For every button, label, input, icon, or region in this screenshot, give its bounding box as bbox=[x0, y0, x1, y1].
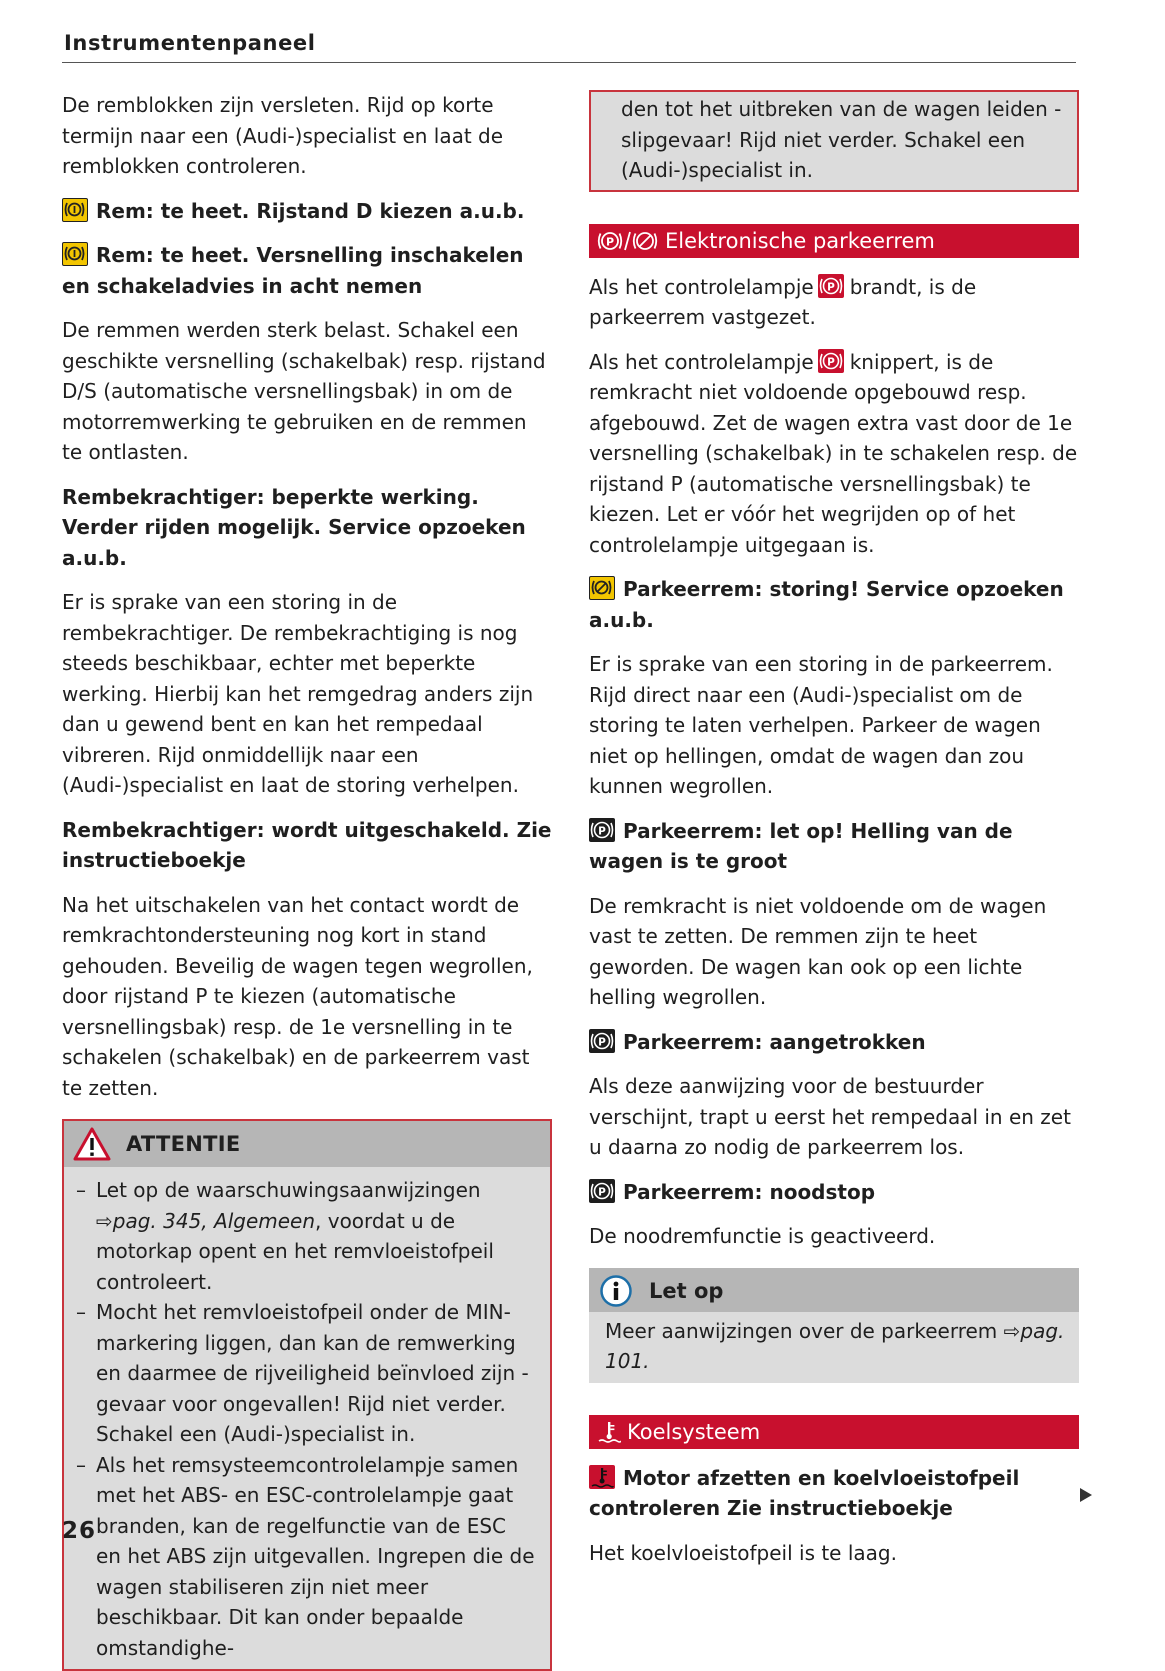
paragraph-parking-fault: Er is sprake van een storing in de parkeerrem. Rijd direct naar een (Audi-)specialist om de storing te laten verhelpen. Parkeer de wagen niet op hellingen, omdat de wagen dan zou kunnen wegrollen. bbox=[589, 652, 1053, 798]
paragraph-brakes-loaded: De remmen werden sterk belast. Schakel een geschikte versnelling (schakelbak) resp. rijstand D/S (automatische versnellingsbak) in om de motorremwerking te gebruiken en de remmen te ontlasten. bbox=[62, 318, 546, 464]
svg-text:P: P bbox=[826, 355, 835, 368]
parking-brake-section-icons bbox=[597, 229, 659, 263]
heading-booster-off: Rembekrachtiger: wordt uitgeschakeld. Zie instructieboekje bbox=[62, 817, 552, 872]
brake-hot-icon bbox=[62, 198, 88, 222]
note-box bbox=[589, 1268, 1079, 1383]
warning-triangle-icon bbox=[72, 1126, 112, 1166]
warning-box-continued bbox=[589, 90, 1079, 192]
svg-text:P: P bbox=[605, 235, 615, 248]
note-title: Let op bbox=[649, 1278, 724, 1303]
heading-text: Parkeerrem: noodstop bbox=[623, 1179, 876, 1204]
paragraph-coolant: Het koelvloeistofpeil is te laag. bbox=[589, 1540, 897, 1565]
paragraph-brake-pads: De remblokken zijn versleten. Rijd op korte termijn naar een (Audi-)specialist en laat de remblokken controleren. bbox=[62, 93, 504, 178]
page-number: 26 bbox=[62, 1518, 97, 1544]
heading-applied bbox=[589, 1027, 1079, 1058]
right-column bbox=[589, 90, 1079, 1582]
section-title: Koelsysteem bbox=[627, 1419, 761, 1444]
parking-brake-red-icon bbox=[818, 349, 844, 373]
warning-list bbox=[64, 1167, 550, 1669]
warning-item: – Let op de waarschuwingsaanwijzingen ⇨pag. 345, Algemeen, voordat u de motorkap opent en het remvloeistofpeil controleert. bbox=[76, 1175, 536, 1297]
heading-text: Parkeerrem: storing! Service opzoeken a.u.b. bbox=[589, 577, 1064, 632]
continue-arrow-icon bbox=[1078, 1486, 1094, 1508]
page-reference-link[interactable]: ⇨pag. 101. bbox=[605, 1318, 1065, 1373]
warning-item: – Mocht het remvloeistofpeil onder de MIN-markering liggen, dan kan de remwerking en daarmee de rijveiligheid beïnvloed zijn - gevaar voor ongevallen! Rijd niet verder. Schakel een (Audi-)specialist in. bbox=[76, 1297, 536, 1450]
warning-header bbox=[64, 1121, 550, 1167]
paragraph-emergency: De noodremfunctie is geactiveerd. bbox=[589, 1224, 936, 1248]
svg-text:P: P bbox=[598, 1035, 606, 1048]
paragraph-parking-blink: Als het controlelampje P knippert, is de remkracht niet voldoende opgebouwd resp. afgebouwd. Zet de wagen extra vast door de 1e versnelling (schakelbak) in te schakelen resp. de rijstand P (automatische versnellingsbak) te kiezen. Let er vóór het wegrijden op of het controlelampje uitgegaan is. bbox=[589, 349, 1078, 557]
heading-text: Rem: te heet. Versnelling inschakelen en schakeladvies in acht nemen bbox=[62, 243, 524, 298]
section-title: Elektronische parkeerrem bbox=[665, 228, 935, 253]
coolant-temperature-icon bbox=[597, 1420, 621, 1454]
warning-continued-text: den tot het uitbreken van de wagen leiden - slipgevaar! Rijd niet verder. Schakel een (Audi-)specialist in. bbox=[621, 97, 1062, 182]
parking-brake-icon bbox=[589, 818, 615, 842]
heading-brake-hot-gear bbox=[62, 240, 552, 301]
section-header-cooling bbox=[589, 1415, 1079, 1449]
brake-hot-icon bbox=[62, 242, 88, 266]
page-header bbox=[62, 28, 1076, 63]
heading-parking-fault bbox=[589, 574, 1079, 635]
info-circle-icon bbox=[599, 1274, 633, 1312]
parking-brake-icon bbox=[589, 1179, 615, 1203]
warning-box bbox=[62, 1119, 552, 1671]
parking-brake-icon bbox=[589, 1029, 615, 1053]
heading-text: Parkeerrem: aangetrokken bbox=[623, 1029, 926, 1054]
paragraph-booster-off: Na het uitschakelen van het contact wordt de remkrachtondersteuning nog kort in stand gehouden. Beveilig de wagen tegen wegrollen, door rijstand P te kiezen (automatische versnellingsbak) resp. de 1e versnelling in te schakelen (schakelbak) en de parkeerrem vast te zetten. bbox=[62, 892, 533, 1100]
page-reference-link[interactable]: ⇨pag. 345, Algemeen bbox=[96, 1208, 316, 1233]
header-title: Instrumentenpaneel bbox=[64, 31, 316, 55]
paragraph-applied: Als deze aanwijzing voor de bestuurder verschijnt, trapt u eerst het rempedaal in en zet u daarna zo nodig de parkeerrem los. bbox=[589, 1074, 1071, 1159]
heading-emergency bbox=[589, 1177, 1079, 1208]
heading-text: Parkeerrem: let op! Helling van de wagen is te groot bbox=[589, 818, 1013, 873]
parking-brake-fault-icon bbox=[589, 576, 615, 600]
heading-slope bbox=[589, 816, 1079, 877]
svg-text:P: P bbox=[598, 1185, 606, 1198]
section-header-parking-brake bbox=[589, 224, 1079, 258]
heading-coolant bbox=[589, 1463, 1079, 1524]
warning-title: ATTENTIE bbox=[126, 1132, 241, 1156]
coolant-temperature-icon bbox=[589, 1465, 615, 1489]
heading-text: Motor afzetten en koelvloeistofpeil controleren Zie instructieboekje bbox=[589, 1465, 1020, 1520]
parking-brake-red-icon bbox=[818, 274, 844, 298]
left-column bbox=[62, 90, 552, 1671]
paragraph-parking-lit: Als het controlelampje P brandt, is de parkeerrem vastgezet. bbox=[589, 274, 977, 329]
paragraph-booster-fault: Er is sprake van een storing in de rembekrachtiger. De rembekrachtiging is nog steeds beschikbaar, echter met beperkte werking. Hierbij kan het remgedrag anders zijn dan u gewend bent en kan het rempedaal vibreren. Rijd onmiddellijk naar een (Audi-)specialist en laat de storing verhelpen. bbox=[62, 590, 534, 797]
warning-item: – Als het remsysteemcontrolelampje samen met het ABS- en ESC-controlelampje gaat branden, kan de regelfunctie van de ESC en het ABS zijn uitgevallen. Ingrepen die de wagen stabiliseren zijn niet meer beschikbaar. Dit kan onder bepaalde omstandighe- bbox=[76, 1450, 536, 1664]
heading-text: Rem: te heet. Rijstand D kiezen a.u.b. bbox=[96, 198, 525, 223]
svg-text:P: P bbox=[598, 824, 606, 837]
note-header bbox=[589, 1268, 1079, 1312]
svg-text:P: P bbox=[826, 280, 835, 293]
paragraph-slope: De remkracht is niet voldoende om de wagen vast te zetten. De remmen zijn te heet geworden. De wagen kan ook op een lichte helling wegrollen. bbox=[589, 893, 1047, 1009]
heading-brake-hot-d bbox=[62, 196, 552, 227]
heading-booster-limited: Rembekrachtiger: beperkte werking. Verder rijden mogelijk. Service opzoeken a.u.b. bbox=[62, 484, 526, 570]
note-body: Meer aanwijzingen over de parkeerrem ⇨pag. 101. bbox=[605, 1318, 1065, 1373]
